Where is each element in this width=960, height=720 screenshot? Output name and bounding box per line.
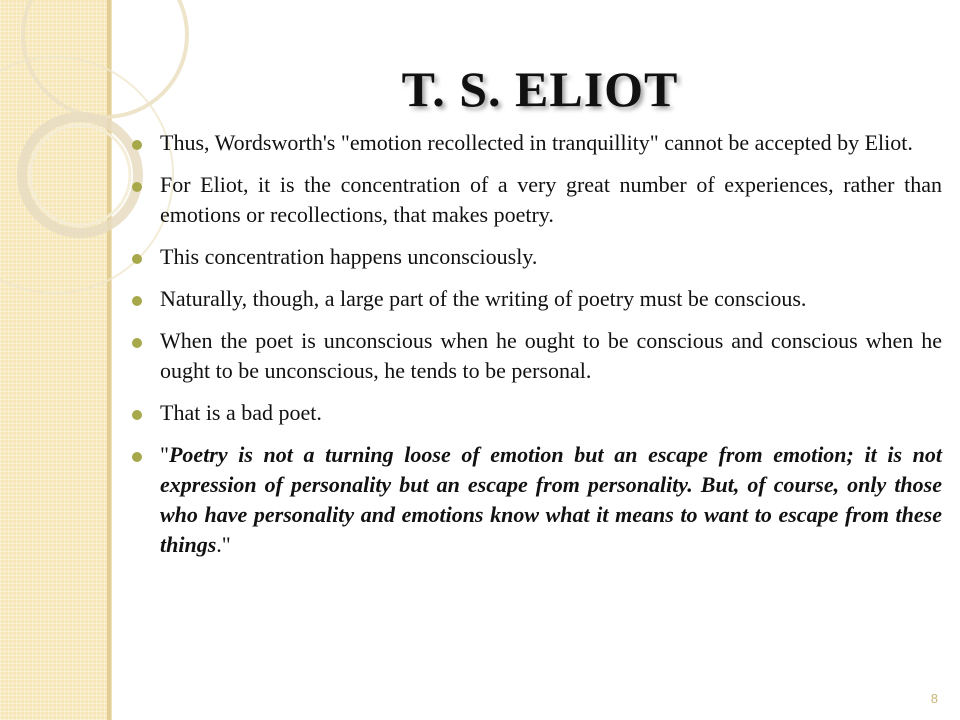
bullet-item: Thus, Wordsworth's "emotion recollected in tranquillity" cannot be accepted by Eliot. <box>130 128 942 158</box>
slide-title: T. S. ELIOT <box>401 61 679 117</box>
bullet-item: Naturally, though, a large part of the writing of poetry must be conscious. <box>130 284 942 314</box>
bullet-item: That is a bad poet. <box>130 398 942 428</box>
bullet-item: This concentration happens unconsciously. <box>130 242 942 272</box>
quote-bullet-item <box>130 440 942 560</box>
bullet-item: When the poet is unconscious when he ought to be conscious and conscious when he ought to be unconscious, he tends to be personal. <box>130 326 942 386</box>
page-number: 8 <box>930 691 938 706</box>
quote-close-mark: ." <box>216 532 231 557</box>
bullet-item: For Eliot, it is the concentration of a very great number of experiences, rather than emotions or recollections, that makes poetry. <box>130 170 942 230</box>
eliot-quote-text: Poetry is not a turning loose of emotion but an escape from emotion; it is not expression of personality but an escape from personality. But, of course, only those who have personality and emotions know what it means to want to escape from these things <box>160 442 942 557</box>
quote-open-mark: " <box>160 442 169 467</box>
bullet-list <box>130 128 942 572</box>
